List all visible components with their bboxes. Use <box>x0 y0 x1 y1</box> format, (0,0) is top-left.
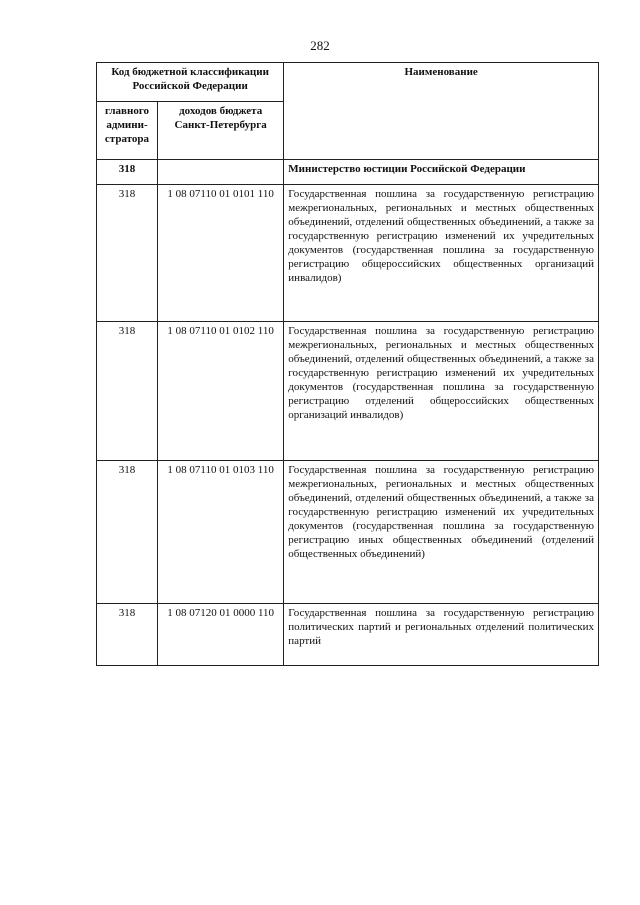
table-row <box>97 461 599 604</box>
admin-code-cell: 318 <box>97 185 158 322</box>
header-classification-code: Код бюджетной классификации Российской Федерации <box>97 63 284 102</box>
table-row <box>97 604 599 666</box>
header-name: Наименование <box>284 63 599 160</box>
name-cell: Государственная пошлина за государственную регистрацию межрегиональных, региональных и местных общественных объединений, отделений общественных объединений, а также за государственную регистрацию изменений их учредительных документов (государственная пошлина за государственную регистрацию отделений общероссийских общественных организаций инвалидов) <box>284 322 599 461</box>
ministry-name: Министерство юстиции Российской Федерации <box>284 160 599 185</box>
income-code-cell: 1 08 07110 01 0101 110 <box>158 185 284 322</box>
ministry-row <box>97 160 599 185</box>
name-cell: Государственная пошлина за государственную регистрацию межрегиональных, региональных и местных общественных объединений, отделений общественных объединений, а также за государственную регистрацию изменений их учредительных документов (государственная пошлина за государственную регистрацию иных общественных объединений (отделений общественных объединений) <box>284 461 599 604</box>
admin-code-cell: 318 <box>97 604 158 666</box>
budget-classification-table <box>96 62 599 666</box>
table-row <box>97 322 599 461</box>
header-main-administrator: главного админи-стратора <box>97 102 158 160</box>
page-number: 282 <box>310 38 330 53</box>
table-row <box>97 185 599 322</box>
ministry-admin-code: 318 <box>97 160 158 185</box>
admin-code-cell: 318 <box>97 461 158 604</box>
income-code-cell: 1 08 07110 01 0102 110 <box>158 322 284 461</box>
income-code-cell: 1 08 07120 01 0000 110 <box>158 604 284 666</box>
income-code-cell: 1 08 07110 01 0103 110 <box>158 461 284 604</box>
name-cell: Государственная пошлина за государственную регистрацию политических партий и региональных отделений политических партий <box>284 604 599 666</box>
admin-code-cell: 318 <box>97 322 158 461</box>
header-budget-income: доходов бюджета Санкт-Петербурга <box>158 102 284 160</box>
name-cell: Государственная пошлина за государственную регистрацию межрегиональных, региональных и местных общественных объединений, отделений общественных объединений, а также за государственную регистрацию изменений их учредительных документов (государственная пошлина за государственную регистрацию общероссийских общественных организаций инвалидов) <box>284 185 599 322</box>
ministry-income-code <box>158 160 284 185</box>
